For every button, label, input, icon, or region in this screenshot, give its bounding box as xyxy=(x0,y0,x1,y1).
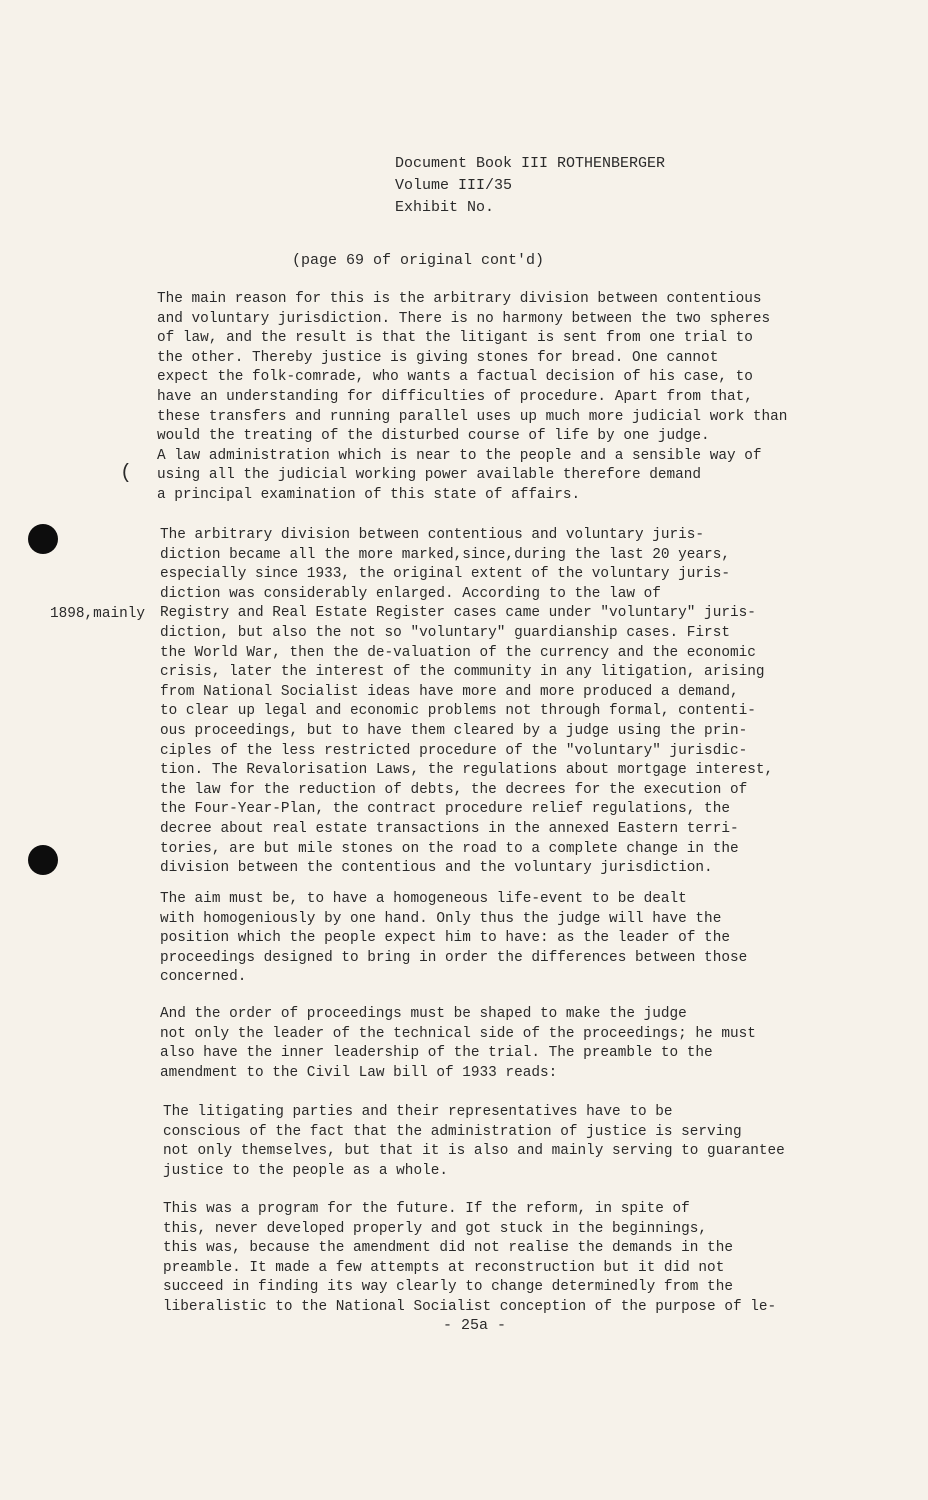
text-line: not only the leader of the technical side of the proceedings; he must xyxy=(160,1025,756,1042)
text-line: have an understanding for difficulties of procedure. Apart from that, xyxy=(157,388,753,405)
text-line: especially since 1933, the original extent of the voluntary juris- xyxy=(160,566,730,583)
text-line: with homogeniously by one hand. Only thus the judge will have the xyxy=(160,910,722,927)
punch-hole-bottom xyxy=(28,845,58,875)
text-line: proceedings designed to bring in order the differences between those xyxy=(160,949,748,966)
paragraph-2 xyxy=(160,526,773,879)
text-line: And the order of proceedings must be shaped to make the judge xyxy=(160,1006,687,1022)
text-line: to clear up legal and economic problems not through formal, contenti- xyxy=(160,703,756,720)
text-line: of law, and the result is that the litigant is sent from one trial to xyxy=(157,330,753,347)
text-line: would the treating of the disturbed course of life by one judge. xyxy=(157,428,710,445)
document-header xyxy=(395,153,665,219)
text-line: crisis, later the interest of the community in any litigation, arising xyxy=(160,664,765,681)
text-line: not only themselves, but that it is also and mainly serving to guarantee xyxy=(163,1143,785,1160)
text-line: This was a program for the future. If the reform, in spite of xyxy=(163,1201,690,1217)
text-line: ous proceedings, but to have them cleared by a judge using the prin- xyxy=(160,722,748,739)
page-number: - 25a - xyxy=(443,1317,507,1334)
text-line: and voluntary jurisdiction. There is no harmony between the two spheres xyxy=(157,310,771,327)
text-line: this was, because the amendment did not realise the demands in the xyxy=(163,1240,733,1257)
text-line: preamble. It made a few attempts at reconstruction but it did not xyxy=(163,1259,725,1276)
margin-note: 1898,mainly xyxy=(50,606,145,622)
text-line: The main reason for this is the arbitrary division between contentious xyxy=(157,291,762,307)
text-line: The arbitrary division between contentious and voluntary juris- xyxy=(160,527,705,543)
text-line: The litigating parties and their representatives have to be xyxy=(163,1104,673,1120)
text-line: tion. The Revalorisation Laws, the regulations about mortgage interest, xyxy=(160,762,774,779)
text-line: diction, but also the not so "voluntary" guardianship cases. First xyxy=(160,624,730,641)
header-exhibit: Exhibit No. xyxy=(395,199,495,216)
margin-parenthesis: ( xyxy=(120,462,133,485)
text-line: division between the contentious and the voluntary jurisdiction. xyxy=(160,860,713,877)
page-reference: (page 69 of original cont'd) xyxy=(292,252,545,269)
text-line: from National Socialist ideas have more and more produced a demand, xyxy=(160,683,739,700)
text-line: also have the inner leadership of the trial. The preamble to the xyxy=(160,1045,713,1062)
header-volume: Volume III/35 xyxy=(395,177,513,194)
text-line: a principal examination of this state of affairs. xyxy=(157,486,581,503)
text-line: the law for the reduction of debts, the decrees for the execution of xyxy=(160,781,748,798)
paragraph-6 xyxy=(163,1200,776,1318)
text-line: amendment to the Civil Law bill of 1933 reads: xyxy=(160,1064,558,1081)
text-line: justice to the people as a whole. xyxy=(163,1162,448,1179)
text-line: A law administration which is near to the people and a sensible way of xyxy=(157,447,762,464)
text-line: this, never developed properly and got stuck in the beginnings, xyxy=(163,1220,708,1237)
text-line: these transfers and running parallel uses up much more judicial work than xyxy=(157,408,788,425)
text-line: Registry and Real Estate Register cases came under "voluntary" juris- xyxy=(160,605,756,622)
text-line: tories, are but mile stones on the road to a complete change in the xyxy=(160,840,739,857)
paragraph-4 xyxy=(160,1005,756,1083)
text-line: the other. Thereby justice is giving stones for bread. One cannot xyxy=(157,349,719,366)
paragraph-5-quote xyxy=(163,1103,785,1181)
text-line: conscious of the fact that the administration of justice is serving xyxy=(163,1123,742,1140)
paragraph-3 xyxy=(160,890,747,988)
text-line: position which the people expect him to have: as the leader of the xyxy=(160,930,730,947)
header-document-book: Document Book III ROTHENBERGER xyxy=(395,155,666,172)
text-line: the World War, then the de-valuation of the currency and the economic xyxy=(160,644,756,661)
text-line: diction was considerably enlarged. According to the law of xyxy=(160,585,661,602)
text-line: The aim must be, to have a homogeneous life-event to be dealt xyxy=(160,891,687,907)
text-line: diction became all the more marked,since,during the last 20 years, xyxy=(160,546,730,563)
text-line: decree about real estate transactions in the annexed Eastern terri- xyxy=(160,820,739,837)
text-line: succeed in finding its way clearly to change determinedly from the xyxy=(163,1279,733,1296)
text-line: expect the folk-comrade, who wants a factual decision of his case, to xyxy=(157,369,753,386)
text-line: the Four-Year-Plan, the contract procedure relief regulations, the xyxy=(160,801,730,818)
text-line: ciples of the less restricted procedure of the "voluntary" jurisdic- xyxy=(160,742,748,759)
text-line: using all the judicial working power available therefore demand xyxy=(157,467,702,484)
text-line: concerned. xyxy=(160,969,247,986)
punch-hole-top xyxy=(28,524,58,554)
text-line: liberalistic to the National Socialist conception of the purpose of le- xyxy=(163,1298,777,1315)
paragraph-1 xyxy=(157,290,787,506)
